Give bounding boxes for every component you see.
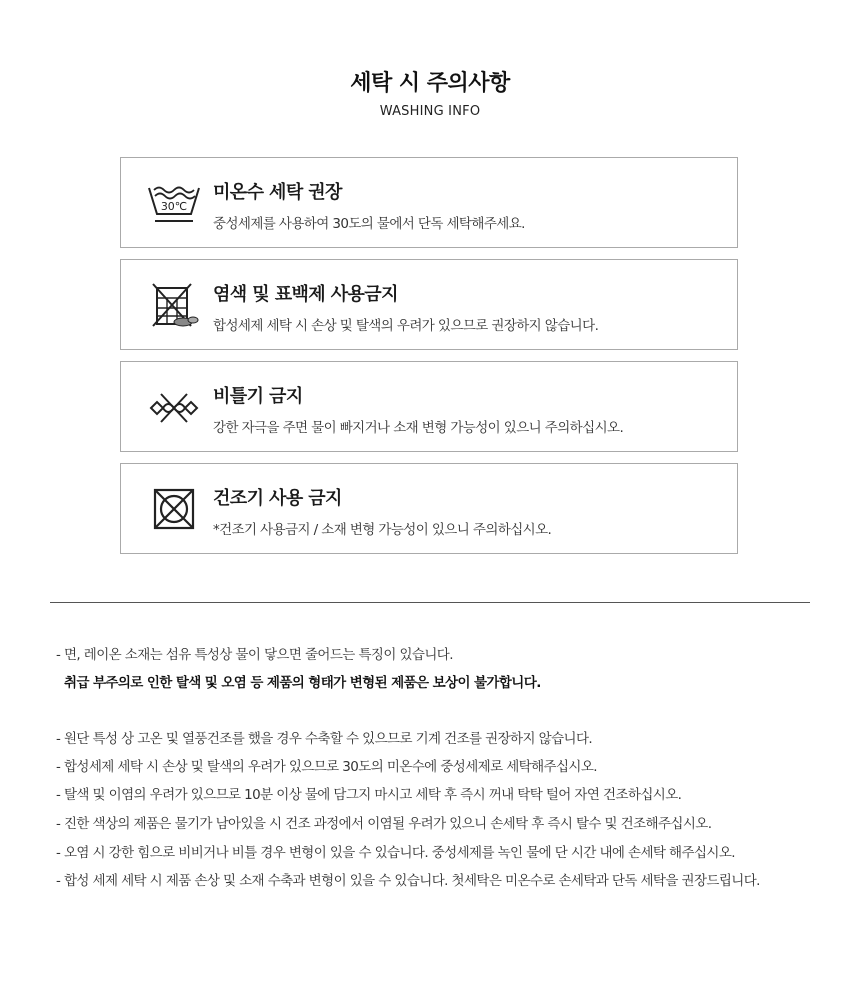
card-description: 합성세제 세탁 시 손상 및 탈색의 우려가 있으므로 권장하지 않습니다. bbox=[213, 318, 599, 334]
wash-30c-icon bbox=[145, 176, 203, 230]
card-description: 중성세제를 사용하여 30도의 물에서 단독 세탁해주세요. bbox=[213, 216, 525, 232]
card-title: 비틀기 금지 bbox=[213, 386, 303, 407]
no-wring-icon bbox=[145, 380, 203, 434]
no-bleach-icon bbox=[145, 278, 203, 332]
note-item: - 탈색 및 이염의 우려가 있으므로 10분 이상 물에 담그지 마시고 세탁 후 즉시 꺼내 탁탁 털어 자연 건조하십시오. bbox=[56, 787, 682, 803]
page-title: 세탁 시 주의사항 bbox=[350, 71, 510, 96]
note-item: - 원단 특성 상 고온 및 열풍건조를 했을 경우 수축할 수 있으므로 기계 건조를 권장하지 않습니다. bbox=[56, 731, 593, 747]
no-tumble-dry-icon bbox=[145, 482, 203, 536]
card-description: *건조기 사용금지 / 소재 변형 가능성이 있으니 주의하십시오. bbox=[213, 522, 552, 538]
note-warning: 취급 부주의로 인한 탈색 및 오염 등 제품의 형태가 변형된 제품은 보상이 불가합니다. bbox=[64, 675, 541, 691]
care-card-no-dryer bbox=[120, 463, 738, 554]
note-item: - 오염 시 강한 힘으로 비비거나 비틀 경우 변형이 있을 수 있습니다. 중성세제를 녹인 물에 단 시간 내에 손세탁 해주십시오. bbox=[56, 845, 735, 861]
page-subtitle: WASHING INFO bbox=[379, 104, 481, 119]
note-rayon: - 면, 레이온 소재는 섬유 특성상 물이 닿으면 줄어드는 특징이 있습니다. bbox=[56, 647, 453, 663]
card-title: 건조기 사용 금지 bbox=[213, 488, 342, 509]
care-card-no-wring bbox=[120, 361, 738, 452]
section-divider bbox=[50, 602, 810, 603]
note-item: - 합성 세제 세탁 시 제품 손상 및 소재 수축과 변형이 있을 수 있습니다. 첫세탁은 미온수로 손세탁과 단독 세탁을 권장드립니다. bbox=[56, 873, 760, 889]
card-description: 강한 자극을 주면 물이 빠지거나 소재 변형 가능성이 있으니 주의하십시오. bbox=[213, 420, 624, 436]
care-card-wash bbox=[120, 157, 738, 248]
note-item: - 합성세제 세탁 시 손상 및 탈색의 우려가 있으므로 30도의 미온수에 중성세제로 세탁해주십시오. bbox=[56, 759, 597, 775]
care-card-no-bleach bbox=[120, 259, 738, 350]
svg-text:30℃: 30℃ bbox=[160, 200, 188, 213]
card-title: 염색 및 표백제 사용금지 bbox=[213, 284, 398, 305]
note-item: - 진한 색상의 제품은 물기가 남아있을 시 건조 과정에서 이염될 우려가 있으니 손세탁 후 즉시 탈수 및 건조해주십시오. bbox=[56, 816, 712, 832]
card-title: 미온수 세탁 권장 bbox=[213, 182, 342, 203]
